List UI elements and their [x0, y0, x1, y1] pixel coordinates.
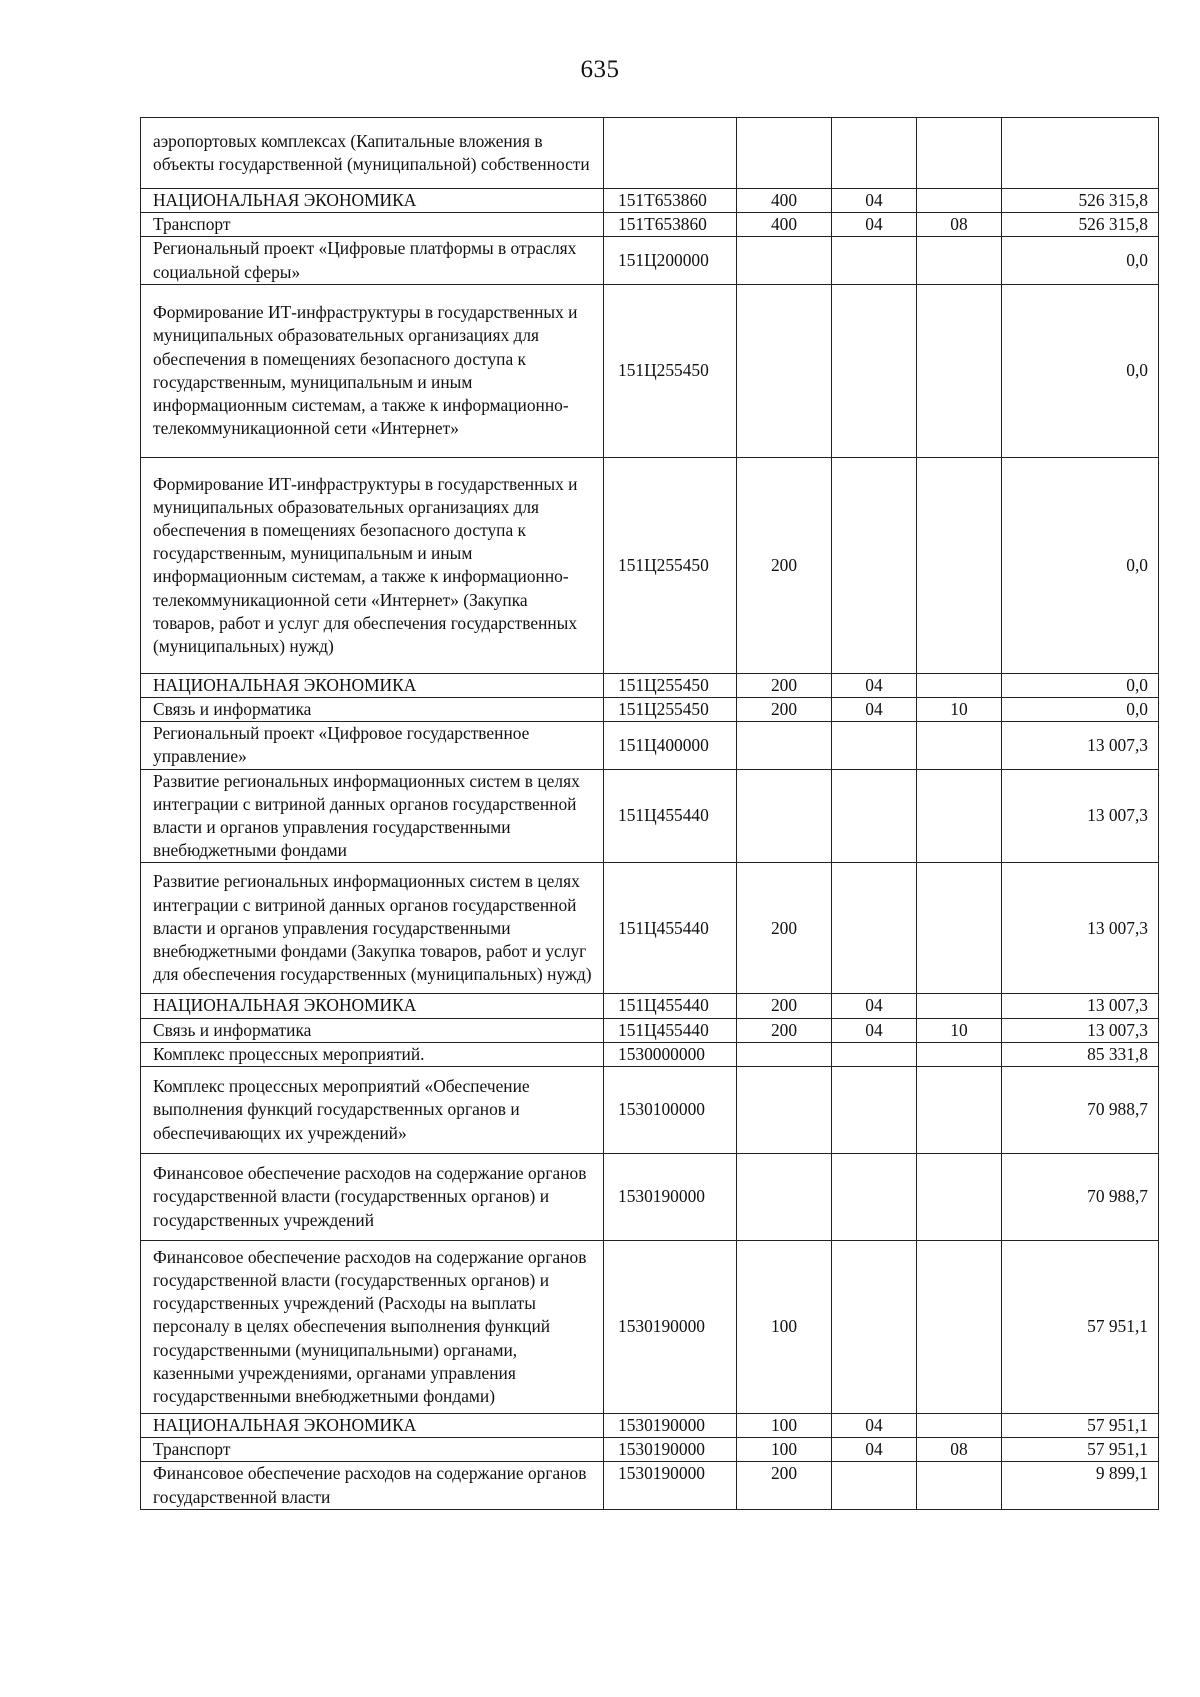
row-subsection — [917, 1042, 1002, 1066]
row-section — [832, 457, 917, 673]
row-section: 04 — [832, 673, 917, 697]
row-code: 151Ц455440 — [604, 863, 737, 994]
row-amount: 526 315,8 — [1002, 213, 1159, 237]
table-row — [141, 284, 1159, 457]
row-name: Связь и информатика — [141, 698, 604, 722]
row-code: 151Ц255450 — [604, 457, 737, 673]
row-name: Финансовое обеспечение расходов на содержание органов государственной власти (государственных органов) и государственных учреждений (Расходы на выплаты персоналу в целях обеспечения выполнения функций государственными (муниципальными) органами, казенными учреждениями, органами управления государственными внебюджетными фондами) — [141, 1241, 604, 1414]
row-code: 1530190000 — [604, 1462, 737, 1509]
row-section — [832, 1462, 917, 1509]
row-section — [832, 1241, 917, 1414]
table-row — [141, 213, 1159, 237]
row-subsection: 08 — [917, 213, 1002, 237]
row-section — [832, 284, 917, 457]
table-row — [141, 1462, 1159, 1509]
row-expense-type: 100 — [737, 1414, 832, 1438]
row-section — [832, 722, 917, 769]
row-amount — [1002, 118, 1159, 189]
row-subsection: 10 — [917, 698, 1002, 722]
row-subsection — [917, 769, 1002, 863]
row-name: Формирование ИТ-инфраструктуры в государственных и муниципальных образовательных организациях для обеспечения в помещениях безопасного доступа к государственным, муниципальным и иным информационным системам, а также к информационно-телекоммуникационной сети «Интернет» — [141, 284, 604, 457]
row-expense-type: 200 — [737, 994, 832, 1018]
row-amount: 0,0 — [1002, 673, 1159, 697]
row-amount: 57 951,1 — [1002, 1414, 1159, 1438]
row-name: Комплекс процессных мероприятий. — [141, 1042, 604, 1066]
page-number: 635 — [580, 56, 620, 83]
table-row — [141, 863, 1159, 994]
row-amount: 13 007,3 — [1002, 1018, 1159, 1042]
row-name: Транспорт — [141, 1438, 604, 1462]
table-row — [141, 994, 1159, 1018]
row-code: 151Ц255450 — [604, 698, 737, 722]
table-row — [141, 1414, 1159, 1438]
row-subsection — [917, 118, 1002, 189]
row-expense-type — [737, 284, 832, 457]
row-name: НАЦИОНАЛЬНАЯ ЭКОНОМИКА — [141, 189, 604, 213]
row-code: 1530190000 — [604, 1241, 737, 1414]
row-section: 04 — [832, 698, 917, 722]
row-subsection — [917, 189, 1002, 213]
row-name: Развитие региональных информационных систем в целях интеграции с витриной данных органов государственной власти и органов управления государственными внебюджетными фондами (Закупка товаров, работ и услуг для обеспечения государственных (муниципальных) нужд) — [141, 863, 604, 994]
row-code: 1530100000 — [604, 1067, 737, 1154]
row-amount: 0,0 — [1002, 457, 1159, 673]
row-expense-type: 200 — [737, 457, 832, 673]
row-code: 151Ц400000 — [604, 722, 737, 769]
table-row — [141, 1018, 1159, 1042]
row-amount: 13 007,3 — [1002, 994, 1159, 1018]
table-row — [141, 457, 1159, 673]
row-expense-type — [737, 722, 832, 769]
row-expense-type: 200 — [737, 673, 832, 697]
row-subsection — [917, 863, 1002, 994]
row-code: 151Ц200000 — [604, 237, 737, 284]
row-subsection — [917, 1154, 1002, 1241]
row-amount: 70 988,7 — [1002, 1067, 1159, 1154]
row-name: НАЦИОНАЛЬНАЯ ЭКОНОМИКА — [141, 994, 604, 1018]
row-code: 151Т653860 — [604, 213, 737, 237]
row-amount: 85 331,8 — [1002, 1042, 1159, 1066]
row-amount: 13 007,3 — [1002, 769, 1159, 863]
row-amount: 13 007,3 — [1002, 863, 1159, 994]
table-row — [141, 237, 1159, 284]
row-name: Транспорт — [141, 213, 604, 237]
row-name: Региональный проект «Цифровые платформы в отраслях социальной сферы» — [141, 237, 604, 284]
row-subsection: 10 — [917, 1018, 1002, 1042]
row-section — [832, 237, 917, 284]
row-amount: 0,0 — [1002, 237, 1159, 284]
row-section — [832, 863, 917, 994]
table-row — [141, 1042, 1159, 1066]
row-expense-type — [737, 1042, 832, 1066]
row-amount: 70 988,7 — [1002, 1154, 1159, 1241]
row-code — [604, 118, 737, 189]
row-expense-type: 400 — [737, 189, 832, 213]
row-code: 151Ц255450 — [604, 284, 737, 457]
row-amount: 57 951,1 — [1002, 1241, 1159, 1414]
row-section — [832, 1154, 917, 1241]
row-section: 04 — [832, 1018, 917, 1042]
row-name: НАЦИОНАЛЬНАЯ ЭКОНОМИКА — [141, 1414, 604, 1438]
row-name: Финансовое обеспечение расходов на содержание органов государственной власти — [141, 1462, 604, 1509]
row-expense-type — [737, 1067, 832, 1154]
row-expense-type: 100 — [737, 1438, 832, 1462]
row-amount: 9 899,1 — [1002, 1462, 1159, 1509]
row-expense-type: 200 — [737, 698, 832, 722]
row-amount: 13 007,3 — [1002, 722, 1159, 769]
row-expense-type: 200 — [737, 1018, 832, 1042]
row-expense-type: 200 — [737, 863, 832, 994]
table-row — [141, 698, 1159, 722]
row-code: 151Ц455440 — [604, 994, 737, 1018]
row-subsection: 08 — [917, 1438, 1002, 1462]
row-subsection — [917, 994, 1002, 1018]
row-name: Комплекс процессных мероприятий «Обеспечение выполнения функций государственных органов и обеспечивающих их учреждений» — [141, 1067, 604, 1154]
row-name: Региональный проект «Цифровое государственное управление» — [141, 722, 604, 769]
table-row — [141, 769, 1159, 863]
table-row — [141, 673, 1159, 697]
row-amount: 0,0 — [1002, 698, 1159, 722]
row-amount: 526 315,8 — [1002, 189, 1159, 213]
row-expense-type: 200 — [737, 1462, 832, 1509]
row-subsection — [917, 673, 1002, 697]
row-subsection — [917, 1414, 1002, 1438]
table-row — [141, 1241, 1159, 1414]
row-name: аэропортовых комплексах (Капитальные вложения в объекты государственной (муниципальной) собственности — [141, 118, 604, 189]
row-subsection — [917, 1462, 1002, 1509]
row-section: 04 — [832, 189, 917, 213]
row-name: Формирование ИТ-инфраструктуры в государственных и муниципальных образовательных организациях для обеспечения в помещениях безопасного доступа к государственным, муниципальным и иным информационным системам, а также к информационно-телекоммуникационной сети «Интернет» (Закупка товаров, работ и услуг для обеспечения государственных (муниципальных) нужд) — [141, 457, 604, 673]
row-code: 1530190000 — [604, 1154, 737, 1241]
row-code: 1530000000 — [604, 1042, 737, 1066]
row-code: 151Ц255450 — [604, 673, 737, 697]
row-section — [832, 118, 917, 189]
row-expense-type — [737, 118, 832, 189]
row-subsection — [917, 1067, 1002, 1154]
row-expense-type: 100 — [737, 1241, 832, 1414]
row-subsection — [917, 237, 1002, 284]
row-section: 04 — [832, 213, 917, 237]
table-row — [141, 118, 1159, 189]
row-code: 1530190000 — [604, 1414, 737, 1438]
row-section — [832, 1067, 917, 1154]
row-name: НАЦИОНАЛЬНАЯ ЭКОНОМИКА — [141, 673, 604, 697]
row-name: Связь и информатика — [141, 1018, 604, 1042]
row-name: Финансовое обеспечение расходов на содержание органов государственной власти (государственных органов) и государственных учреждений — [141, 1154, 604, 1241]
row-section: 04 — [832, 994, 917, 1018]
row-section — [832, 769, 917, 863]
row-section: 04 — [832, 1438, 917, 1462]
row-subsection — [917, 457, 1002, 673]
row-amount: 57 951,1 — [1002, 1438, 1159, 1462]
row-amount: 0,0 — [1002, 284, 1159, 457]
row-subsection — [917, 1241, 1002, 1414]
table-row — [141, 189, 1159, 213]
row-expense-type: 400 — [737, 213, 832, 237]
row-name: Развитие региональных информационных систем в целях интеграции с витриной данных органов государственной власти и органов управления государственными внебюджетными фондами — [141, 769, 604, 863]
table-row — [141, 1438, 1159, 1462]
row-expense-type — [737, 769, 832, 863]
row-code: 151Ц455440 — [604, 769, 737, 863]
budget-table — [140, 117, 1159, 1510]
table-row — [141, 1067, 1159, 1154]
row-subsection — [917, 284, 1002, 457]
row-section — [832, 1042, 917, 1066]
row-subsection — [917, 722, 1002, 769]
row-section: 04 — [832, 1414, 917, 1438]
table-row — [141, 1154, 1159, 1241]
row-expense-type — [737, 237, 832, 284]
budget-table-body — [141, 118, 1159, 1510]
row-code: 151Т653860 — [604, 189, 737, 213]
row-expense-type — [737, 1154, 832, 1241]
row-code: 151Ц455440 — [604, 1018, 737, 1042]
table-row — [141, 722, 1159, 769]
row-code: 1530190000 — [604, 1438, 737, 1462]
